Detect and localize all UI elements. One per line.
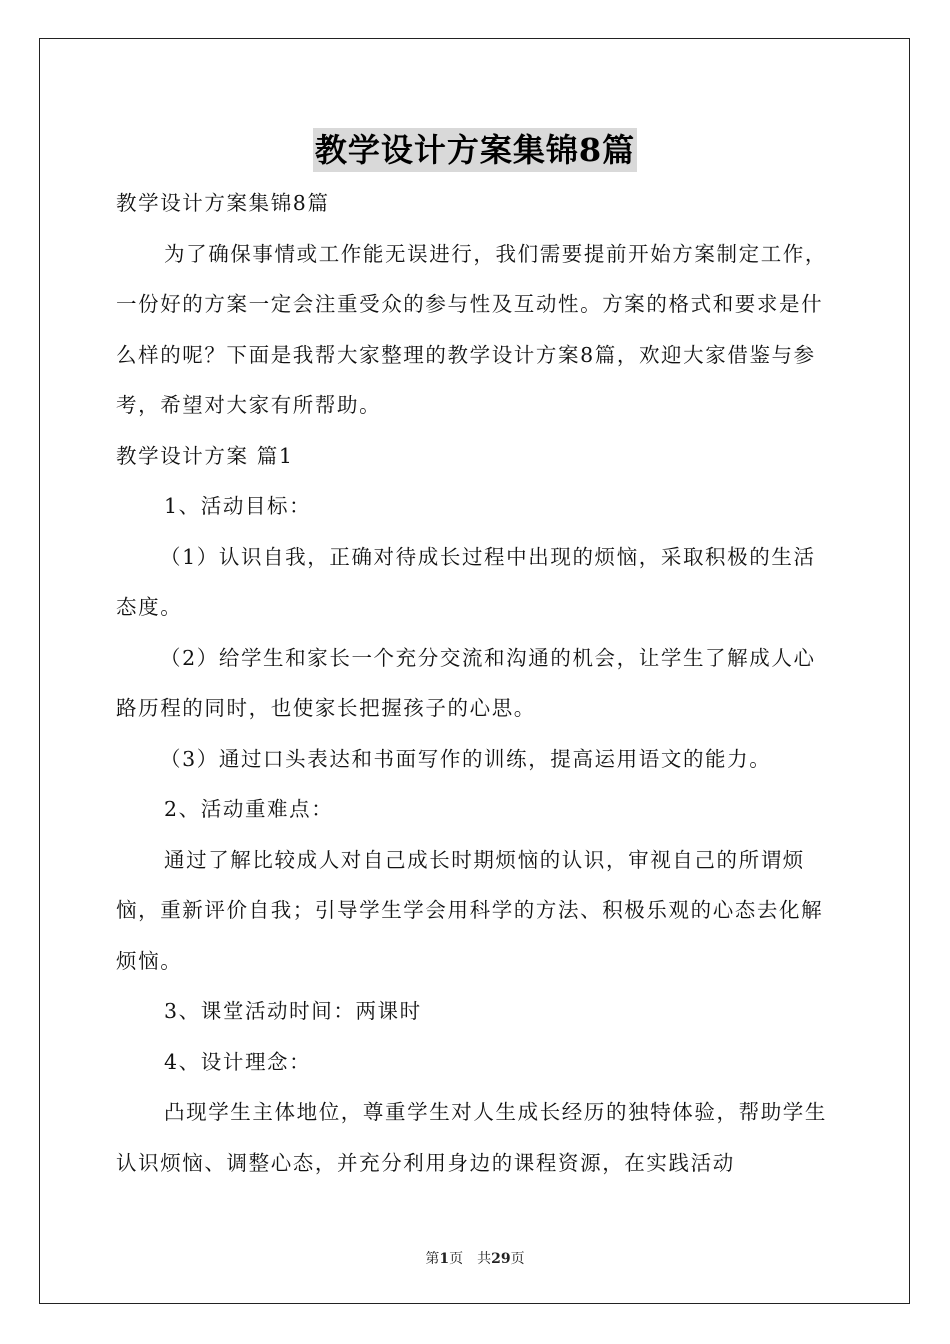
item-heading-key-points: 2、活动重难点： — [164, 797, 334, 821]
section-heading: 教学设计方案 篇1 — [116, 443, 294, 468]
goal-item-3: （3）通过口头表达和书面写作的训练，提高运用语文的能力。 — [160, 746, 772, 771]
item-heading-goals: 1、活动目标： — [164, 494, 312, 518]
title-container — [0, 128, 950, 172]
subtitle-line: 教学设计方案集锦8篇 — [116, 191, 330, 215]
footer-page-suffix: 页 — [510, 1251, 525, 1267]
item-class-time: 3、课堂活动时间：两课时 — [164, 999, 422, 1023]
footer-page-mid: 页 共 — [449, 1251, 492, 1267]
footer-page-prefix: 第 — [425, 1251, 440, 1267]
page-footer — [0, 1248, 950, 1268]
intro-paragraph: 为了确保事情或工作能无误进行，我们需要提前开始方案制定工作，一份好的方案一定会注重受众的参与性及互动性。方案的格式和要求是什么样的呢？下面是我帮大家整理的教学设计方案8篇，欢迎大家借鉴与参考，希望对大家有所帮助。 — [116, 241, 827, 417]
item-heading-concept: 4、设计理念： — [164, 1049, 312, 1074]
goal-item-2: （2）给学生和家长一个充分交流和沟通的机会，让学生了解成人心路历程的同时，也使家长把握孩子的心思。 — [116, 645, 816, 720]
document-body — [116, 178, 836, 1188]
document-title: 教学设计方案集锦8篇 — [313, 128, 637, 172]
footer-page-total: 29 — [491, 1251, 511, 1267]
goal-item-1: （1）认识自我，正确对待成长过程中出现的烦恼，采取积极的生活态度。 — [116, 544, 816, 619]
concept-paragraph: 凸现学生主体地位，尊重学生对人生成长经历的独特体验，帮助学生认识烦恼、调整心态，并充分利用身边的课程资源，在实践活动 — [116, 1100, 827, 1175]
footer-page-current: 1 — [439, 1251, 450, 1267]
key-points-paragraph: 通过了解比较成人对自己成长时期烦恼的认识，审视自己的所谓烦恼，重新评价自我；引导学生学会用科学的方法、积极乐观的心态去化解烦恼。 — [116, 847, 824, 973]
